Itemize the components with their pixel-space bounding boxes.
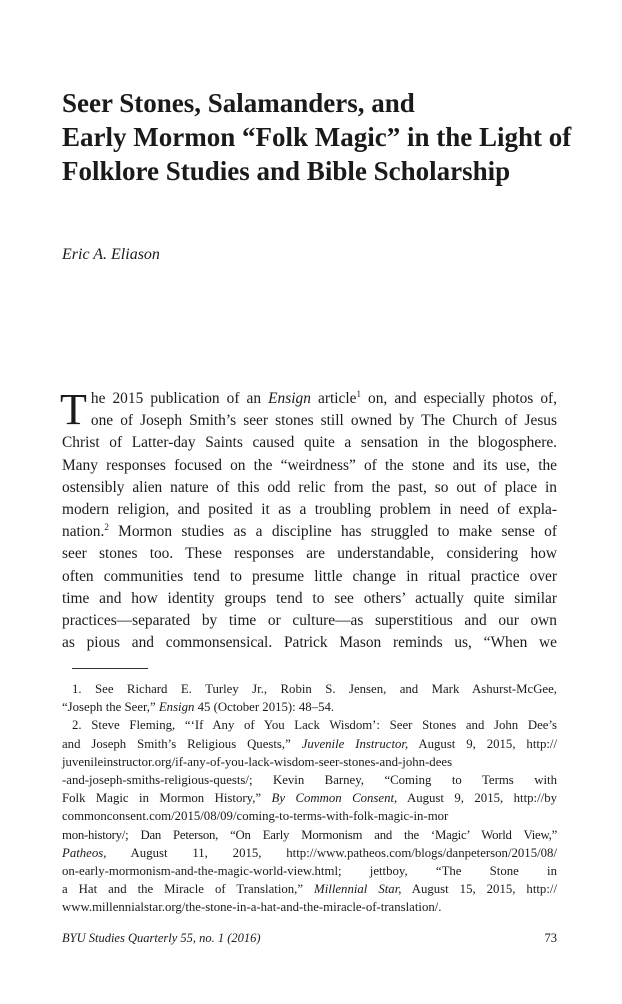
body-line: as pious and commonsensical. Patrick Mason reminds us, “When we [62,634,557,652]
author-byline: Eric A. Eliason [62,246,160,263]
body-line: nation.$^2$ Mormon studies as a discipline has struggled to make sense of [62,522,557,541]
body-line: time and how identity groups tend to see others’ actually quite similar [62,589,557,607]
footnote-line: 2. Steve Fleming, “‘If Any of You Lack Wisdom’: Seer Stones and John Dee’s [72,718,557,733]
article-title [62,86,602,188]
body-line: Christ of Latter-day Saints caused quite a sensation in the blogosphere. [62,434,557,452]
footnote-line: Patheos, August 11, 2015, http://www.patheos.com/blogs/danpeterson/2015/08/ [62,845,557,860]
body-line: Many responses focused on the “weirdness” of the stone and its use, the [62,456,557,474]
page-footer [62,931,557,946]
footnotes [62,680,557,917]
body-line: practices—separated by time or culture—as superstitious and our own [62,612,557,630]
body-line: ostensibly alien nature of this odd relic from the past, so out of place in [62,478,557,496]
footnote-line: mon-history/; Dan Peterson, “On Early Mormonism and the ‘Magic’ World View,” [62,827,557,842]
footnote-line: www.millennialstar.org/the-stone-in-a-hat-and-the-miracle-of-translation/. [62,900,442,915]
body-line: seer stones too. These responses are understandable, considering how [62,545,557,563]
body-line: one of Joseph Smith’s seer stones still owned by The Church of Jesus [90,412,557,430]
footnote-line: 1. See Richard E. Turley Jr., Robin S. Jensen, and Mark Ashurst-McGee, [72,682,557,696]
body-line: he 2015 publication of an Ensign article$^1$ on, and especially photos of, [90,388,558,407]
footnote-line: juvenileinstructor.org/if-any-of-you-lack-wisdom-seer-stones-and-john-dees [62,754,453,769]
journal-name: Ensign [268,390,311,407]
footnote-line: “Joseph the Seer,” Ensign 45 (October 2015): 48–54. [62,700,335,715]
footnote-line: on-early-mormonism-and-the-magic-world-view.html; jettboy, “The Stone in [62,864,557,879]
page-number: 73 [544,931,557,945]
footnote-line: commonconsent.com/2015/08/09/coming-to-terms-with-folk-magic-in-mor [62,809,449,824]
body-line: often communities tend to presume little change in ritual practice over [62,567,557,585]
footnote-ref[interactable]: 1 [356,388,361,399]
footnote-line: and Joseph Smith’s Religious Quests,” Juvenile Instructor, August 9, 2015, http:// [62,736,558,751]
title-line: Early Mormon “Folk Magic” in the Light of [62,122,572,152]
footnote-line: -and-joseph-smiths-religious-quests/; Kevin Barney, “Coming to Terms with [62,773,557,788]
body-paragraph [60,385,558,654]
title-line: Seer Stones, Salamanders, and [62,88,415,118]
footnote-divider [72,668,148,669]
body-line: modern religion, and posited it as a troubling problem in need of expla- [62,501,557,519]
footnote-line: Folk Magic in Mormon History,” By Common Consent, August 9, 2015, http://by [62,791,558,806]
journal-citation: BYU Studies Quarterly 55, no. 1 (2016) [62,931,261,945]
footnote-line: a Hat and the Miracle of Translation,” Millennial Star, August 15, 2015, http:// [62,882,557,897]
title-line: Folklore Studies and Bible Scholarship [62,156,511,186]
drop-cap: T [60,385,87,434]
footnote-ref[interactable]: 2 [104,522,109,533]
